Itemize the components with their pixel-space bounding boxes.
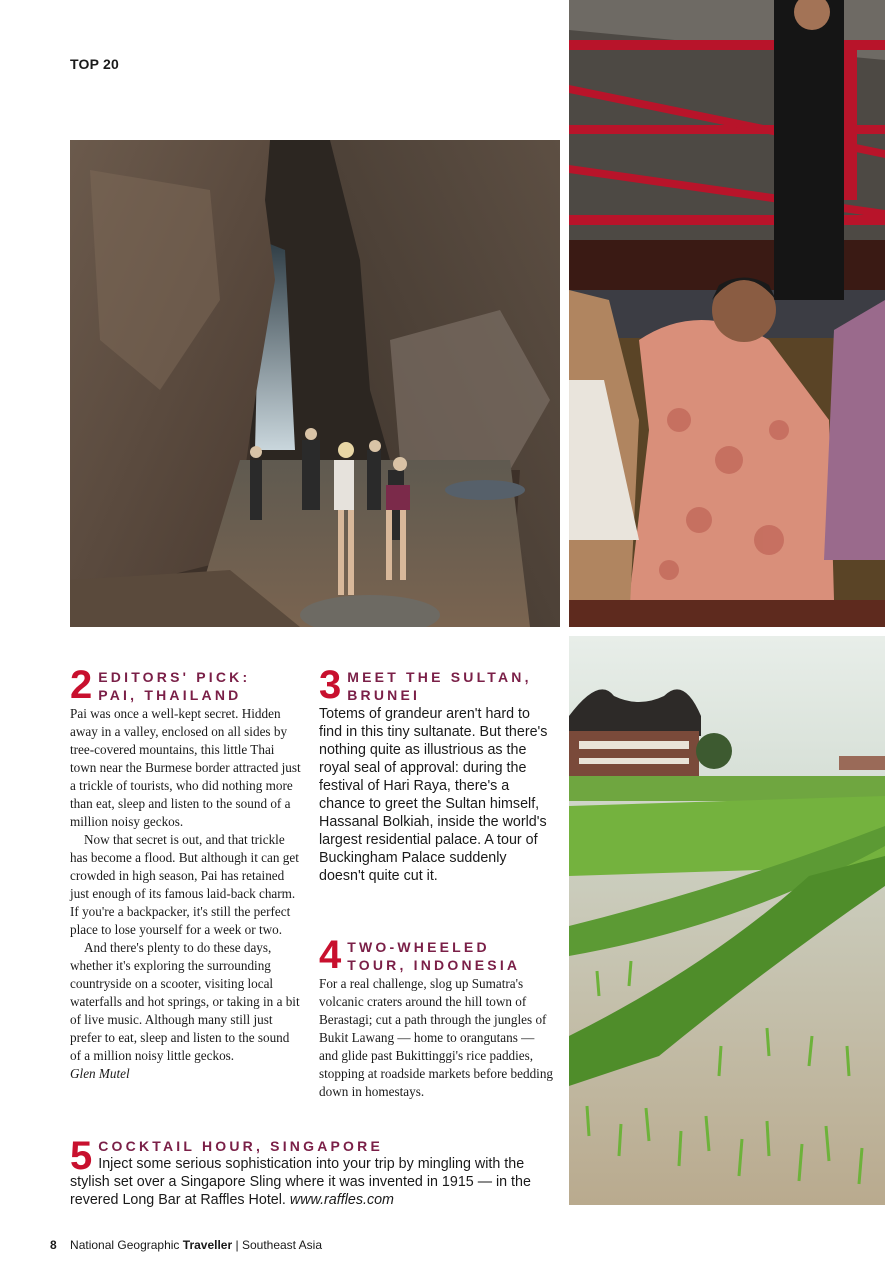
article-2-paragraph-1: Pai was once a well-kept secret. Hidden away in a valley, enclosed on all sides by tree-covered mountains, this little Thai town near the Burmese border attracted just a trickle of tourists, who did nothing more than eat, sleep and listen to the sound of a million noisy geckos. xyxy=(70,706,301,829)
section-tag: TOP 20 xyxy=(70,56,119,72)
article-3-heading xyxy=(319,668,553,704)
article-3-body: Totems of grandeur aren't hard to find in this tiny sultanate. But there's nothing quite as illustrious as the royal seal of approval: during the festival of Hari Raya, there's a chance to greet the Sultan himself, Hassanal Bolkiah, inside the world's largest residential palace. A tour of Buckingham Palace suddenly doesn't quite cut it. xyxy=(319,706,548,884)
article-2 xyxy=(70,668,302,1083)
article-5-number: 5 xyxy=(70,1134,93,1178)
article-5-body xyxy=(70,1155,560,1209)
article-2-heading xyxy=(70,668,302,704)
page-footer xyxy=(50,1238,322,1252)
publication-prefix: National Geographic xyxy=(70,1238,180,1252)
article-2-paragraph-2: Now that secret is out, and that trickle has become a flood. But although it can get crowded in high season, Pai has retained just enough of its famous laid-back charm. If you're a backpacker, it's still the perfect place to lose yourself for a week or two. xyxy=(70,832,299,937)
article-3-heading-line1: MEET THE SULTAN, xyxy=(347,669,532,685)
article-4-body: For a real challenge, slog up Sumatra's volcanic craters around the hill town of Berastagi; cut a path through the jungles of Bukit Lawang — home to orangutans — and glide past Bukittinggi's rice paddies, stopping at roadside markets before bedding down in homestays. xyxy=(319,976,554,1099)
article-2-heading-line2: PAI, THAILAND xyxy=(98,687,242,703)
article-3-header xyxy=(319,668,553,704)
article-2-paragraph-3: And there's plenty to do these days, whether it's exploring the surrounding countryside on a scooter, visiting local waterfalls and hot springs, or taking in a bit of live music. Although many still just prefer to eat, sleep and listen to the sound of a million noisy little geckos. xyxy=(70,940,300,1063)
edition-name: Southeast Asia xyxy=(241,1238,323,1252)
boxing-photo xyxy=(569,0,885,627)
article-5-heading: COCKTAIL HOUR, SINGAPORE xyxy=(98,1138,383,1154)
article-2-number: 2 xyxy=(70,668,93,704)
article-2-body xyxy=(70,705,302,1083)
article-4-header xyxy=(319,938,553,974)
article-5 xyxy=(70,1134,560,1209)
waterfall-photo xyxy=(70,140,560,627)
article-3-number: 3 xyxy=(319,668,342,704)
article-2-heading-line1: EDITORS' PICK: xyxy=(98,669,251,685)
article-4-heading-line2: TOUR, INDONESIA xyxy=(347,957,521,973)
article-4 xyxy=(319,938,553,1101)
article-2-header xyxy=(70,668,302,704)
article-2-byline: Glen Mutel xyxy=(70,1066,130,1081)
publication-name: Traveller xyxy=(182,1238,233,1252)
article-4-number: 4 xyxy=(319,938,342,974)
footer-separator: | xyxy=(235,1238,239,1252)
article-5-link[interactable]: www.raffles.com xyxy=(289,1192,394,1208)
rice-paddy-photo xyxy=(569,636,885,1205)
article-4-heading xyxy=(319,938,553,974)
article-3-heading-line2: BRUNEI xyxy=(347,687,421,703)
page-number: 8 xyxy=(50,1238,57,1252)
article-5-text: Inject some serious sophistication into your trip by mingling with the stylish set over a Singapore Sling where it was invented in 1915 — in the revered Long Bar at Raffles Hotel. xyxy=(70,1156,531,1208)
article-4-heading-line1: TWO-WHEELED xyxy=(347,939,490,955)
article-3 xyxy=(319,668,553,885)
